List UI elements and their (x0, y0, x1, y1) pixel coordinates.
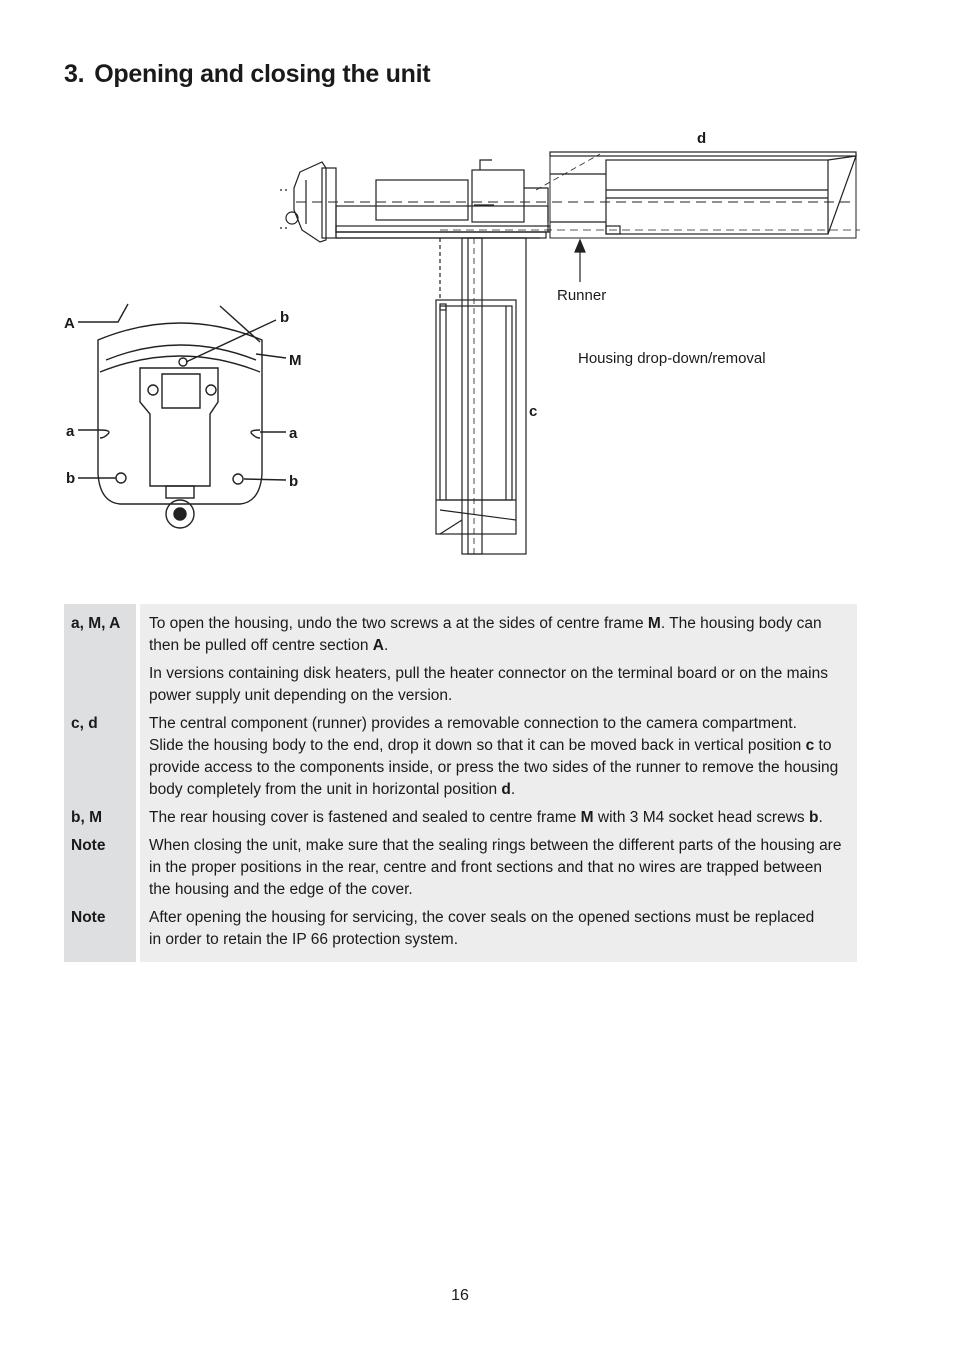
row-key: Note (71, 837, 106, 854)
label-housing-drop: Housing drop-down/removal (578, 350, 766, 367)
instructions-table (64, 604, 857, 962)
label-M: M (289, 352, 302, 369)
row-text: After opening the housing for servicing, the cover seals on the opened sections must be replaced in order to retain the IP 66 protection system. (149, 909, 815, 948)
row-key: b, M (71, 809, 102, 826)
row-text: When closing the unit, make sure that the sealing rings between the different parts of the housing are in the proper positions in the rear, centre and front sections and that no wires are trapped between the housing and the edge of the cover. (149, 837, 842, 898)
section-number: 3. (64, 60, 85, 88)
section-title: Opening and closing the unit (94, 60, 431, 88)
row-text: The rear housing cover is fastened and sealed to centre frame M with 3 M4 socket head screws b. (149, 809, 823, 826)
rear-cover-drawing (78, 304, 286, 528)
row-key: c, d (71, 715, 98, 732)
diagram-svg (0, 110, 954, 580)
row-text-paragraph: In versions containing disk heaters, pull the heater connector on the terminal board or on the mains power supply unit depending on the version. (149, 665, 828, 704)
row-key: a, M, A (71, 615, 121, 632)
label-b-left: b (66, 470, 76, 487)
unit-horizontal-drawing (280, 152, 860, 282)
row-text-paragraph: Slide the housing body to the end, drop it down so that it can be moved back in vertical position c to provide access to the components inside, or press the two sides of the runner to remove the housing body completely from the unit in horizontal position d. (149, 737, 839, 798)
row-text: The central component (runner) provides a removable connection to the camera compartment. Slide the housing body to the end, drop it down so that it can be moved back in vertical position c to provide access to the components inside, or press the two sides of the runner to remove the housing body completely from the unit in horizontal position d. (149, 713, 845, 801)
housing-diagram (0, 110, 954, 580)
label-d: d (697, 130, 707, 147)
label-b-top: b (280, 309, 290, 326)
label-A: A (64, 315, 75, 332)
label-c: c (529, 403, 538, 420)
label-a-left: a (66, 423, 75, 440)
page-title (64, 60, 430, 89)
row-text: To open the housing, undo the two screws a at the sides of centre frame M. The housing body can then be pulled off centre section A. In versions containing disk heaters, pull the heater connector on the terminal board or on the mains power supply unit depending on the version. (149, 613, 845, 707)
label-b-right: b (289, 473, 299, 490)
page-number: 16 (451, 1287, 469, 1304)
label-a-right: a (289, 425, 298, 442)
label-runner: Runner (557, 287, 607, 304)
row-key: Note (71, 909, 106, 926)
unit-vertical-drawing (436, 238, 526, 554)
